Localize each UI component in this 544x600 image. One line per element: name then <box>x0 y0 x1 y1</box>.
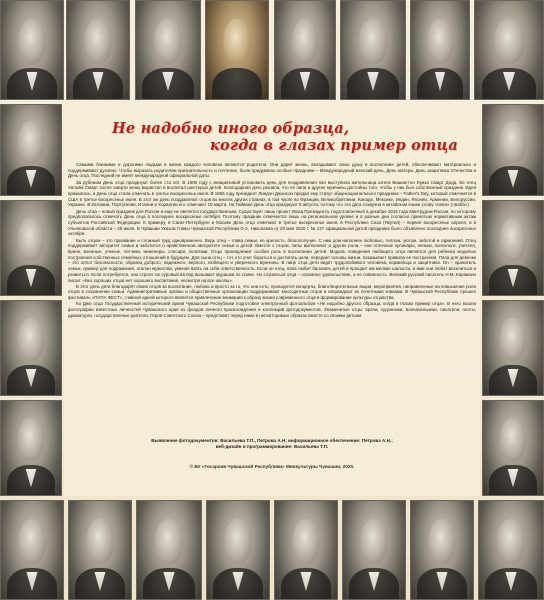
portrait-photo <box>0 200 62 296</box>
portrait-photo <box>68 500 132 600</box>
portrait-photo <box>274 0 336 100</box>
portrait-photo <box>0 104 62 196</box>
article-body <box>68 162 476 318</box>
portrait-photo <box>474 0 544 100</box>
portrait-photo <box>482 300 544 396</box>
portrait-photo <box>205 0 269 100</box>
portrait-photo <box>342 500 406 600</box>
paragraph: Самыми близкими и дорогими людьми в жизни каждого человека являются родители. Они дарят жизнь, вкладывают свою душу в воспитание детей, обеспечивают материально и поддерживают духовно. Чтобы выразить родителям признательность и почтение, были придуманы особые праздники – Международный женский день, День матери, День защитника Отечества и День отца. Последний не имеет международной официальной даты. <box>68 162 476 179</box>
portrait-photo <box>274 500 338 600</box>
credits-line-1: Выявление фотодокументов: Васильева Т.П., Петрова А.Н; информационное обеспечение: Петрова А.Н.; <box>151 438 393 443</box>
portrait-photo <box>136 500 202 600</box>
paragraph: Ко Дню отца Государственный исторический архив Чувашской Республики подготовил электронный фотоальбом «Не надобно другого образца, когда в глазах пример отца». В него вошли фотографии известных личностей Чувашского края из фондов личного происхождения и коллекций фотодокументов. Знаменитые отцы: врачи, художники, военачальники, писатели, поэты, драматурги, государственные деятели, Герои Советского Союза – представят перед нами в неповторимых образах вместе со своими детьми. <box>68 301 476 318</box>
portrait-photo <box>66 0 130 100</box>
paragraph: За рубежом День отца празднуют более ста лет. В 1909 году с инициативой установить день для поздравления пап выступила жительница штата Вашингтон Луиза Смарт Додд. Ее отец Уильям Смарт после смерти жены вырастил и воспитал шестерых детей. Благодарная дочь решила, что ее папа и другие мужчины достойны того, чтобы у них был собственный праздник. Идея прижилась, и День отца стали отмечать в третье воскресенье июня. В 1966 году президент Линдон Джонсон придал ему статус общенационального праздника – Father's Day, который отмечается в США в третье воскресенье июня. В этот же день поздравляют отцов во многих других странах, в том числе во Франции, Великобритании, Канаде, Мексике, Индии, Японии, Армении, Белоруссии, Украине. В Испании, Португалии, Италии и Хорватии его отмечают 19 марта. На Тайване День отца празднуют 8 августа, потому что эта дата созвучна в китайском языке слову «папа» («Баба»). <box>68 179 476 208</box>
portrait-photo <box>206 500 270 600</box>
portrait-photo <box>482 104 544 196</box>
paragraph: Быть отцом – это призвание и сложный труд одновременно. Ведь отец – глава семьи, ее крепость, благополучие. С ним дом наполнен любовью, теплом, уютом, заботой и гармонией. Отец поддерживает авторитет семьи и заботится о нравственном авторитете семьи и детей. Вместе с отцом, папы выполняют и другие роли – они отличные кулинары, няньки, психологи, учителя, врачи, военные, ученые, летчики, инженеры, слесари, политики. Отцы принадлежит особая роль в воспитании детей. Модель поведения любящего отца является для ребенка моделью построения собственных семейных отношений в будущем. Для сына отец – тот, кто учит бороться и достигать цели, передает основы жизни, показывает правила ее построения. Папа для девочки – это оплот безопасности, образец доброго, надежного, верного, любящего и уверенного мужчины. В лице отца дети видят трудолюбивого человека, кормильца и защитника. Он – хранитель семьи, пример для подражания, эталон мужества, умения взять на себя ответственность. Если он отец, папа любит баловать детей и прощает им мелкие шалости, и ими они любят веселиться и резвиться. Если потребуется, они строги: их суровый взгляд вызывает мурашки по спине. Но слушаться отца – огромное удовольствие, а не повинность. Великий русский писатель Н.М. Карамзин писал: «Без хороших отцов нет хорошего воспитания, несмотря на все школы». <box>68 237 476 283</box>
portrait-photo <box>478 500 544 600</box>
portrait-photo <box>0 300 62 396</box>
portrait-photo <box>340 0 406 100</box>
credits-line-2: веб-дизайн и программирование: Васильева Т.П. <box>215 444 329 449</box>
portrait-photo <box>0 0 64 100</box>
paragraph: В этот день дети благодарят своих отцов за воспитание, любовь и просто за то, что они есть; проводятся концерты, благотворительные акции, мероприятия, направленные на повышение роли отцов в сохранении семьи. Административные органы и общественные организации поддерживают многодетные отцов и награждают их почетными знаками. В Чувашской Республике прошел фестиваль «ПАПА ФЕСТ», главной идеей которого является привлечение внимания к образу жизни современного отца и формирование культуры отцовства. <box>68 283 476 301</box>
portrait-photo <box>482 400 544 496</box>
paragraph: День отца – новый праздник для России и еще не является государственным. Существует лишь проект Указа Президента, подготовленный в декабре 2015 года Минтрудом России, по которому предполагалось отмечать День отца в последнее воскресенье октября. Поэтому праздник отмечается лишь на региональном уровне и в разные дни согласно принятым нормативным актам субъектов Российской Федерации. К примеру, в Санкт-Петербурге и Москве День отца отмечают в третье воскресенье июня, в Республике Саха (Якутия) – первое воскресенье апреля, а в Ульяновской области – 26 июля. В Чувашии Указом Главы Чувашской Республики О.А. Николаева от 20 мая 2020 г. № 137 официальной датой праздника было объявлено последнее воскресенье октября. <box>68 208 476 237</box>
portrait-photo <box>410 0 470 100</box>
copyright-footer: © БУ «Госархив Чувашской Республики» Минкультуры Чувашии, 2020. <box>189 464 355 469</box>
credits <box>64 438 480 450</box>
portrait-photo <box>0 500 64 600</box>
portrait-photo <box>410 500 474 600</box>
portrait-photo <box>482 200 544 296</box>
portrait-photo <box>0 400 62 496</box>
title-line-1: Не надобно иного образца, <box>112 120 350 137</box>
title-line-2: когда в глазах пример отца <box>210 137 458 154</box>
portrait-photo <box>135 0 201 100</box>
